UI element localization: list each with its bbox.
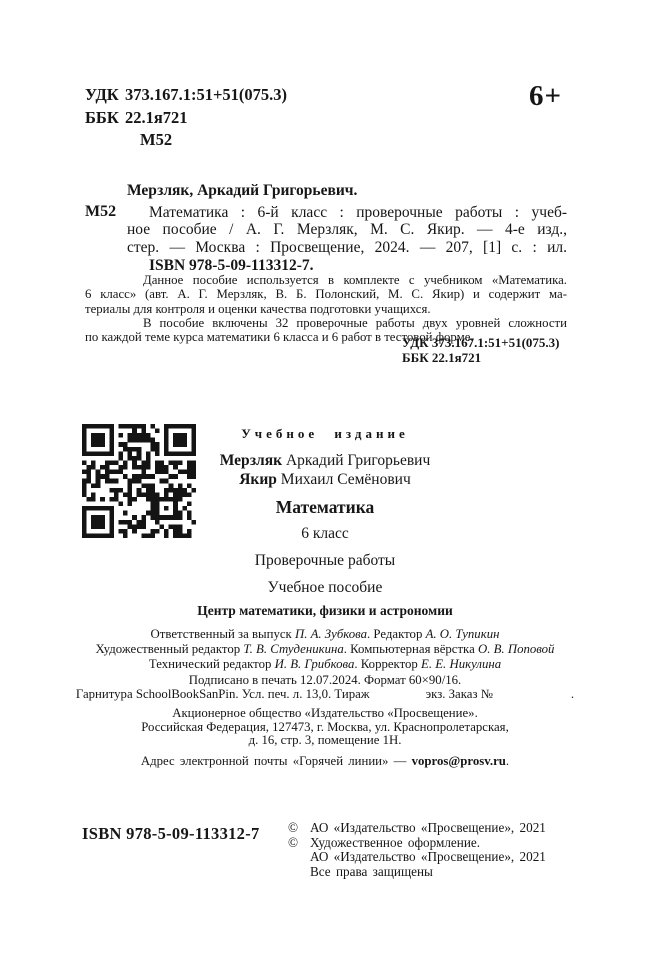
publisher-line: Акционерное общество «Издательство «Просвещение». xyxy=(172,706,478,720)
edition-authors xyxy=(0,452,650,489)
hotline-email: vopros@prosv.ru xyxy=(411,754,506,768)
person-name: Е. Е. Никулина xyxy=(421,657,502,672)
copyright-line: Все права защищены xyxy=(310,863,433,879)
annotation-line: В пособие включены 32 проверочные работы двух уровней сложности xyxy=(143,315,567,330)
author-sign-line xyxy=(85,129,287,152)
publisher-block xyxy=(0,707,650,748)
copyright-line: АО «Издательство «Просвещение», 2021 xyxy=(310,849,546,865)
annotation-bbk: ББК 22.1я721 xyxy=(402,350,482,365)
author-line xyxy=(0,471,650,490)
bbk-line xyxy=(85,107,287,130)
author-surname: Мерзляк xyxy=(219,452,283,469)
bib-line: Математика : 6-й класс : проверочные работы : учеб- xyxy=(149,203,567,221)
author-given: Михаил Семёнович xyxy=(280,470,411,488)
bib-line: ное пособие / А. Г. Мерзляк, М. С. Якир. — 4-е изд., xyxy=(127,221,567,239)
person-name: И. В. Грибкова xyxy=(274,657,355,672)
copyright-line: © Художественное оформление. xyxy=(288,834,481,850)
credits-line: Ответственный за выпуск П. А. Зубкова. Редактор А. О. Тупикин xyxy=(150,627,500,641)
author-line xyxy=(0,452,650,471)
annotation-line: териалы для контроля и оценки качества подготовки учащихся. xyxy=(85,301,431,316)
edition-kind: Учебное издание xyxy=(241,426,409,441)
credits-line: Технический редактор И. В. Грибкова. Корректор Е. Е. Никулина xyxy=(148,657,502,672)
publisher-line: Российская Федерация, 127473, г. Москва, ул. Краснопролетарская, xyxy=(141,719,509,734)
person-name: А. О. Тупикин xyxy=(425,627,500,641)
person-name: О. В. Поповой xyxy=(477,642,555,657)
copyright-block xyxy=(288,821,546,879)
book-type: Учебное пособие xyxy=(267,579,383,596)
annotation-udk: УДК 373.167.1:51+51(075.3) xyxy=(402,335,560,350)
book-grade: 6 класс xyxy=(301,525,349,542)
person-name: П. А. Зубкова xyxy=(294,627,368,641)
print-info-line: Подписано в печать 12.07.2024. Формат 60×90/16. xyxy=(188,673,462,687)
bbk-label: ББК xyxy=(85,107,119,127)
copyright-symbol: © xyxy=(288,820,299,835)
footer-isbn: ISBN 978-5-09-113312-7 xyxy=(82,824,260,843)
udk-label: УДК xyxy=(85,85,119,104)
print-info-line: Гарнитура SchoolBookSanPin. Усл. печ. л. 13,0. Тираж экз. Заказ № . xyxy=(75,686,575,701)
author-given: Аркадий Григорьевич xyxy=(285,452,431,469)
bib-isbn: ISBN 978-5-09-113312-7. xyxy=(149,256,314,274)
udk-line xyxy=(85,84,287,107)
top-codes-block xyxy=(85,84,287,152)
hotline-email-line: Адрес электронной почты «Горячей линии» — vopros@prosv.ru. xyxy=(140,754,510,768)
bib-line: стер. — Москва : Просвещение, 2024. — 207, [1] с. : ил. xyxy=(127,239,567,257)
annotation-codes-block xyxy=(402,335,560,365)
age-rating-badge: 6+ xyxy=(529,80,563,112)
bib-author-header: Мерзляк, Аркадий Григорьевич. xyxy=(127,182,358,199)
author-surname: Якир xyxy=(239,470,277,488)
annotation-line: 6 класс» (авт. А. Г. Мерзляк, В. Б. Полонский, М. С. Якир) и содержит ма- xyxy=(85,287,567,302)
bib-author-sign: М52 xyxy=(85,203,117,220)
book-title: Математика xyxy=(275,497,375,517)
udk-value: 373.167.1:51+51(075.3) xyxy=(125,85,288,104)
copyright-line: © АО «Издательство «Просвещение», 2021 xyxy=(288,820,546,835)
book-subtitle: Проверочные работы xyxy=(254,552,396,569)
print-info-block xyxy=(0,674,650,702)
copyright-symbol: © xyxy=(288,834,299,850)
annotation-line: Данное пособие используется в комплекте с учебником «Математика. xyxy=(143,273,567,287)
annotation-line: по каждой теме курса математики 6 класса и 6 работ в тестовой форме. xyxy=(85,330,474,345)
credits-block xyxy=(0,627,650,673)
bbk-value: 22.1я721 xyxy=(125,107,188,127)
person-name: Т. В. Студеникина xyxy=(243,642,344,657)
publishing-center: Центр математики, физики и астрономии xyxy=(197,603,453,618)
credits-line: Художественный редактор Т. В. Студеникина. Компьютерная вёрстка О. В. Поповой xyxy=(95,642,555,657)
annotation-block xyxy=(85,273,567,344)
bibliographic-record xyxy=(127,182,567,275)
publisher-line: д. 16, стр. 3, помещение 1Н. xyxy=(248,733,402,748)
author-sign: М52 xyxy=(140,130,173,149)
